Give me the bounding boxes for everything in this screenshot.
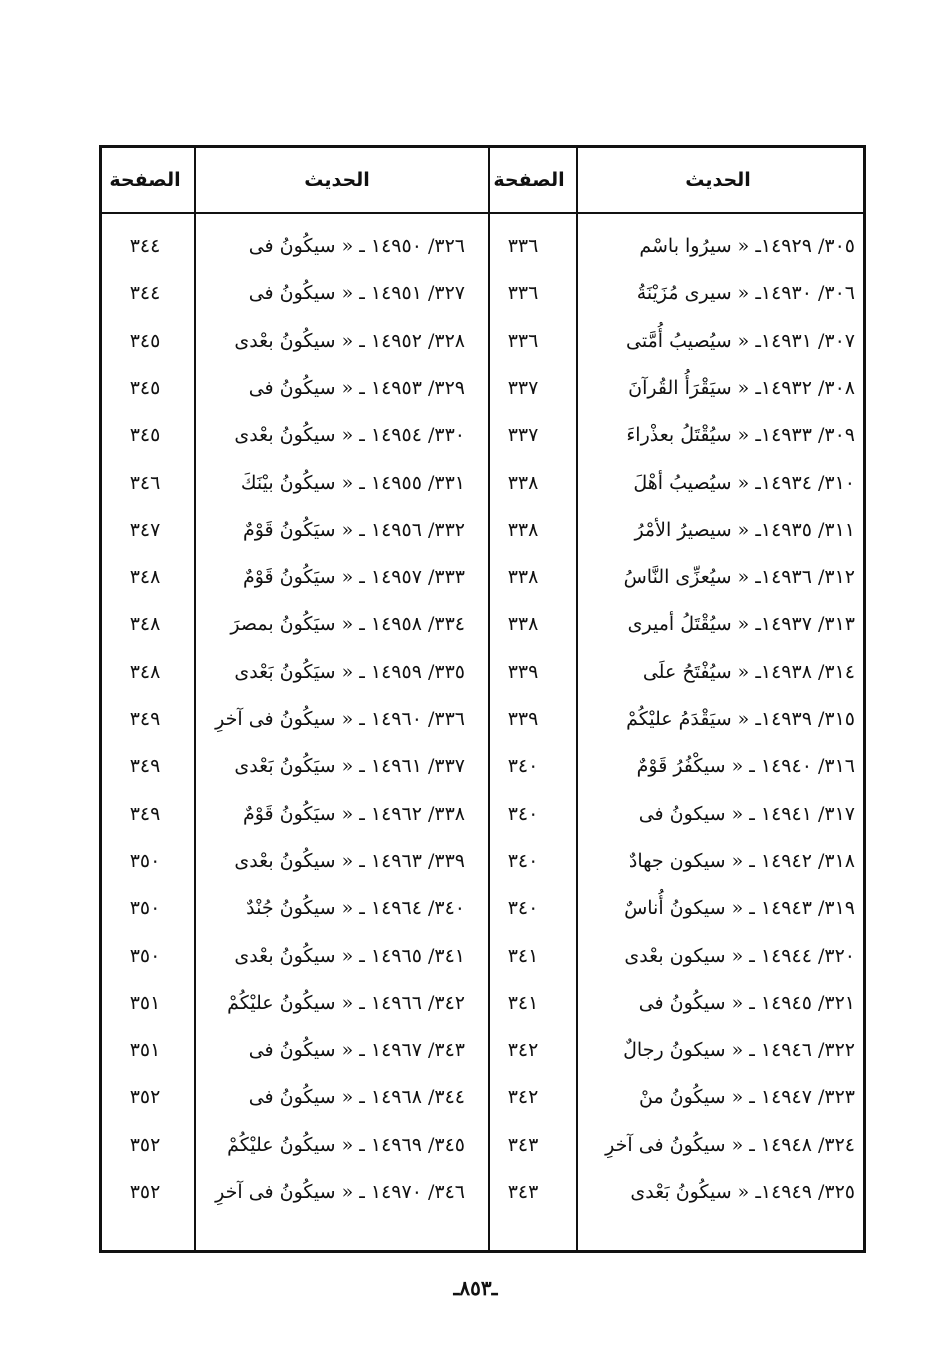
- left-page-number: ٣٤٥: [129, 424, 161, 447]
- left-hadith-entry: ٣٣١/ ١٤٩٥٥ ـ « سيكُونُ بيْنَكَ: [240, 471, 465, 494]
- right-page-number: ٣٤٠: [507, 755, 539, 778]
- left-hadith-entry: ٣٢٧/ ١٤٩٥١ ـ « سيكُونُ فى: [248, 282, 465, 305]
- right-page-number: ٣٤٣: [507, 1181, 539, 1203]
- right-hadith-entry: ٣١٨/ ١٤٩٤٢ ـ « سيكون جهادٌ: [628, 849, 855, 872]
- table-row: [102, 415, 863, 455]
- left-page-number: ٣٤٩: [129, 708, 161, 730]
- right-page-number: ٣٣٩: [507, 660, 539, 683]
- header-page-left: الصفحة: [109, 169, 181, 191]
- left-page-number: ٣٤٥: [129, 376, 161, 399]
- table-row: [102, 746, 863, 786]
- right-page-number: ٣٣٧: [507, 376, 539, 399]
- right-page-number: ٣٣٨: [507, 518, 539, 541]
- header-hadith-right: الحديث: [685, 169, 751, 191]
- table-row: [102, 1125, 863, 1165]
- table-row: [102, 936, 863, 976]
- table-row: [102, 652, 863, 692]
- left-page-number: ٣٤٧: [129, 518, 161, 541]
- left-page-number: ٣٥٠: [129, 897, 161, 920]
- right-hadith-entry: ٣٠٩/ ١٤٩٣٣ـ « سيُقْتَلُ بعذْراءَ: [626, 424, 855, 447]
- right-hadith-entry: ٣٢٢/ ١٤٩٤٦ ـ « سيكونُ رجالٌ: [623, 1039, 855, 1062]
- right-hadith-entry: ٣١٦/ ١٤٩٤٠ ـ « سيكْفُرُ قَوْمٌ: [636, 755, 855, 778]
- left-page-number: ٣٤٨: [129, 566, 161, 589]
- table-row: [102, 510, 863, 550]
- left-page-number: ٣٥٠: [129, 849, 161, 872]
- table-row: [102, 699, 863, 739]
- left-hadith-entry: ٣٤١/ ١٤٩٦٥ ـ « سيكُونُ بعْدى: [234, 944, 465, 967]
- table-row: [102, 1030, 863, 1070]
- left-hadith-entry: ٣٤٣/ ١٤٩٦٧ ـ « سيكُونُ فى: [248, 1039, 465, 1062]
- table-row: [102, 794, 863, 834]
- right-hadith-entry: ٣١٤/ ١٤٩٣٨ـ « سيُفْتَحُ علَى: [642, 660, 855, 683]
- header-page-right: الصفحة: [493, 169, 565, 191]
- left-page-number: ٣٥١: [129, 1039, 161, 1062]
- table-row: [102, 321, 863, 361]
- left-page-number: ٣٤٦: [129, 471, 161, 494]
- right-page-number: ٣٣٧: [507, 424, 539, 447]
- table-row: [102, 604, 863, 644]
- left-hadith-entry: ٣٤٤/ ١٤٩٦٨ ـ « سيكُونُ فى: [248, 1086, 465, 1109]
- left-hadith-entry: ٣٤٠/ ١٤٩٦٤ ـ « سيكُونُ جُنْدٌ: [246, 897, 465, 920]
- table-row: [102, 841, 863, 881]
- table-row: [102, 1172, 863, 1212]
- right-hadith-entry: ٣١٣/ ١٤٩٣٧ـ « سيُقْتَلُ أميرى: [627, 613, 855, 636]
- right-hadith-entry: ٣١٠/ ١٤٩٣٤ـ « سيُصيبُ أهْلَ: [633, 471, 855, 494]
- left-hadith-entry: ٣٢٩/ ١٤٩٥٣ ـ « سيكُونُ فى: [248, 376, 465, 399]
- left-hadith-entry: ٣٣٧/ ١٤٩٦١ ـ « سيَكُونُ بَعْدى: [234, 755, 465, 778]
- left-hadith-entry: ٣٣٩/ ١٤٩٦٣ ـ « سيكُونُ بعْدى: [234, 849, 465, 872]
- right-hadith-entry: ٣٠٨/ ١٤٩٣٢ـ « سيَقْرَأُ القُرآنَ: [628, 376, 855, 399]
- left-page-number: ٣٤٩: [129, 802, 161, 825]
- left-hadith-entry: ٣٣٦/ ١٤٩٦٠ ـ « سيكُونُ فى آخرِ: [215, 708, 465, 730]
- right-hadith-entry: ٣١٢/ ١٤٩٣٦ـ « سيُعزِّى النَّاسُ: [623, 566, 855, 589]
- left-hadith-entry: ٣٤٢/ ١٤٩٦٦ ـ « سيكُونُ عليْكُمْ: [227, 991, 465, 1014]
- left-page-number: ٣٤٩: [129, 755, 161, 778]
- table-row: [102, 557, 863, 597]
- left-hadith-entry: ٣٣٠/ ١٤٩٥٤ ـ « سيكُونُ بعْدى: [234, 424, 465, 447]
- right-page-number: ٣٤٣: [507, 1133, 539, 1156]
- right-page-number: ٣٣٩: [507, 708, 539, 730]
- left-page-number: ٣٤٨: [129, 613, 161, 636]
- right-hadith-entry: ٣٠٦/ ١٤٩٣٠ـ « سيرى مُزَيْنَةُ: [636, 282, 855, 305]
- right-page-number: ٣٤٠: [507, 897, 539, 920]
- left-page-number: ٣٥٢: [129, 1086, 161, 1109]
- table-row: [102, 983, 863, 1023]
- right-hadith-entry: ٣١١/ ١٤٩٣٥ـ « سيصيرُ الأمْرُ: [634, 518, 855, 541]
- left-page-number: ٣٥٢: [129, 1181, 161, 1203]
- table-row: [102, 888, 863, 928]
- header-hadith-left: الحديث: [304, 169, 370, 191]
- page-number: ـ٨٥٣ـ: [453, 1276, 498, 1300]
- right-hadith-entry: ٣٢٠/ ١٤٩٤٤ ـ « سيكون بعْدى: [624, 944, 855, 967]
- right-page-number: ٣٣٨: [507, 613, 539, 636]
- left-hadith-entry: ٣٢٨/ ١٤٩٥٢ ـ « سيكُونُ بعْدى: [234, 329, 465, 352]
- right-hadith-entry: ٣٢٤/ ١٤٩٤٨ ـ « سيكُونُ فى آخرِ: [605, 1133, 855, 1156]
- left-page-number: ٣٥٢: [129, 1133, 161, 1156]
- table-row: [102, 1077, 863, 1117]
- right-hadith-entry: ٣٠٧/ ١٤٩٣١ـ « سيُصيبُ أُمَّتى: [626, 329, 855, 352]
- left-hadith-entry: ٣٤٥/ ١٤٩٦٩ ـ « سيكُونُ عليْكُمْ: [227, 1133, 465, 1156]
- right-hadith-entry: ٣٢١/ ١٤٩٤٥ ـ « سيكُونُ فى: [638, 991, 855, 1014]
- table-row: [102, 273, 863, 313]
- left-hadith-entry: ٣٢٦/ ١٤٩٥٠ ـ « سيكُونُ فى: [248, 235, 465, 257]
- right-hadith-entry: ٣٢٣/ ١٤٩٤٧ ـ « سيكُونُ منْ: [638, 1086, 855, 1109]
- right-page-number: ٣٣٨: [507, 566, 539, 589]
- right-hadith-entry: ٣٢٥/ ١٤٩٤٩ـ « سيكُونُ بَعْدى: [630, 1181, 855, 1203]
- header-rule: [102, 212, 863, 214]
- right-page-number: ٣٣٨: [507, 471, 539, 494]
- right-hadith-entry: ٣١٥/ ١٤٩٣٩ـ « سيَقْدَمُ عليْكُمْ: [626, 708, 855, 730]
- right-page-number: ٣٣٦: [507, 329, 539, 352]
- left-page-number: ٣٤٤: [129, 282, 161, 305]
- left-page-number: ٣٤٤: [129, 235, 161, 257]
- table-row: [102, 226, 863, 266]
- right-page-number: ٣٤١: [507, 991, 539, 1014]
- left-page-number: ٣٥١: [129, 991, 161, 1014]
- right-hadith-entry: ٣٠٥/ ١٤٩٢٩ـ « سيرُوا باسْم: [639, 235, 855, 257]
- table-row: [102, 368, 863, 408]
- right-page-number: ٣٤٠: [507, 849, 539, 872]
- left-page-number: ٣٤٥: [129, 329, 161, 352]
- right-page-number: ٣٤١: [507, 944, 539, 967]
- left-page-number: ٣٤٨: [129, 660, 161, 683]
- left-hadith-entry: ٣٣٣/ ١٤٩٥٧ ـ « سيَكُونُ قَوْمٌ: [242, 566, 465, 589]
- left-hadith-entry: ٣٤٦/ ١٤٩٧٠ ـ « سيكُونُ فى آخرِ: [215, 1181, 465, 1203]
- left-hadith-entry: ٣٣٥/ ١٤٩٥٩ ـ « سيَكُونُ بَعْدى: [234, 660, 465, 683]
- right-page-number: ٣٣٦: [507, 235, 539, 257]
- table-row: [102, 463, 863, 503]
- left-hadith-entry: ٣٣٤/ ١٤٩٥٨ ـ « سيَكُونُ بمصرَ: [230, 613, 465, 636]
- right-page-number: ٣٤٢: [507, 1086, 539, 1109]
- index-table: [99, 145, 866, 1253]
- left-hadith-entry: ٣٣٨/ ١٤٩٦٢ ـ « سيَكُونُ قَوْمٌ: [242, 802, 465, 825]
- right-page-number: ٣٣٦: [507, 282, 539, 305]
- right-hadith-entry: ٣١٧/ ١٤٩٤١ ـ « سيكونُ فى: [638, 802, 855, 825]
- right-page-number: ٣٤٢: [507, 1039, 539, 1062]
- left-page-number: ٣٥٠: [129, 944, 161, 967]
- right-hadith-entry: ٣١٩/ ١٤٩٤٣ ـ « سيكونُ أُناسٌ: [624, 897, 855, 920]
- right-page-number: ٣٤٠: [507, 802, 539, 825]
- left-hadith-entry: ٣٣٢/ ١٤٩٥٦ ـ « سيَكُونُ قَوْمٌ: [242, 518, 465, 541]
